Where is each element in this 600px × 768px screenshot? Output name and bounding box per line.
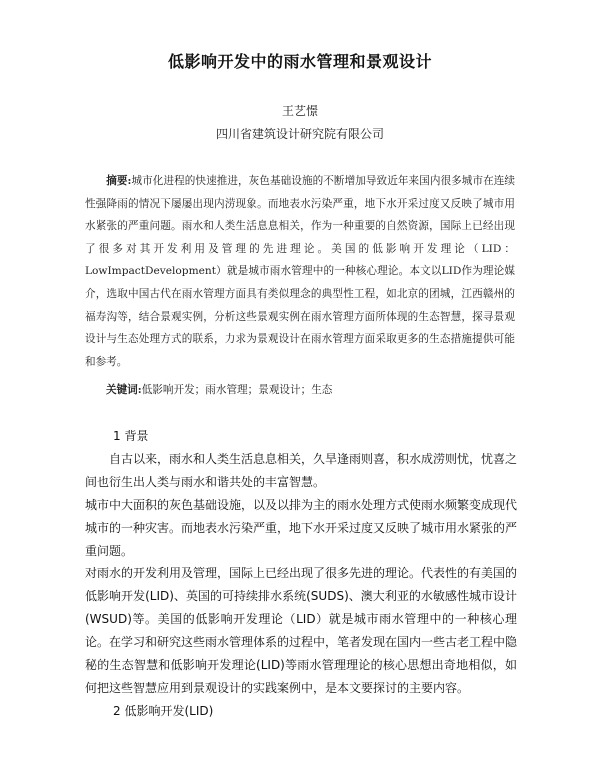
abstract-text: 城市化进程的快速推进，灰色基础设施的不断增加导致近年来国内很多城市在连续性强降雨的情况下屡屡出现内涝现象。而地表水污染严重，地下水开采过度又反映了城市用水紧张的严重问题。雨水和人类生活息息相关，作为一种重要的自然资源，国际上已经出现了很多对其开发利用及管理的先进理论。美国的低影响开发理论（LID：LowImpactDevelopment）就是城市雨水管理中的一种核心理论。本文以LID作为理论媒介，选取中国古代在雨水管理方面具有类似理念的典型性工程，如北京的团城，江西赣州的福寿沟等，结合景观实例，分析这些景观实例在雨水管理方面所体现的生态智慧，探寻景观设计与生态处理方式的联系，力求为景观设计在雨水管理方面采取更多的生态措施提供可能和参考。 (85, 175, 515, 368)
author-affiliation: 四川省建筑设计研究院有限公司 (215, 127, 384, 141)
paper-title: 低影响开发中的雨水管理和景观设计 (167, 52, 432, 71)
body-text (85, 425, 517, 723)
body-paragraph: 自古以来，雨水和人类生活息息相关，久旱逢雨则喜，积水成涝则忧，忧喜之间也衍生出人类与雨水和谐共处的丰富智慧。 (85, 451, 518, 489)
keywords-text: 低影响开发；雨水管理；景观设计；生态 (141, 384, 333, 396)
abstract-label: 摘要: (106, 175, 132, 187)
section-heading-lid: 2 低影响开发(LID) (113, 703, 214, 718)
body-paragraph: 城市中大面积的灰色基础设施，以及以排为主的雨水处理方式使雨水频繁变成现代城市的一种灾害。而地表水污染严重，地下水开采过度又反映了城市用水紧张的严重问题。 (85, 497, 518, 558)
keywords (106, 382, 516, 397)
abstract (85, 170, 515, 373)
body-paragraph: 对雨水的开发利用及管理，国际上已经出现了很多先进的理论。代表性的有美国的低影响开发(LID)、英国的可持续排水系统(SUDS)、澳大利亚的水敏感性城市设计(WSUD)等。美国的低影响开发理论（LID）就是城市雨水管理中的一种核心理论。在学习和研究这些雨水管理体系的过程中，笔者发现在国内一些古老工程中隐秘的生态智慧和低影响开发理论(LID)等雨水管理理论的核心思想出奇地相似，如何把这些智慧应用到景观设计的实践案例中，是本文要探讨的主要内容。 (85, 566, 518, 695)
keywords-label: 关键词: (106, 384, 142, 396)
author-name: 王艺憬 (281, 104, 318, 118)
section-heading-background: 1 背景 (113, 429, 149, 443)
